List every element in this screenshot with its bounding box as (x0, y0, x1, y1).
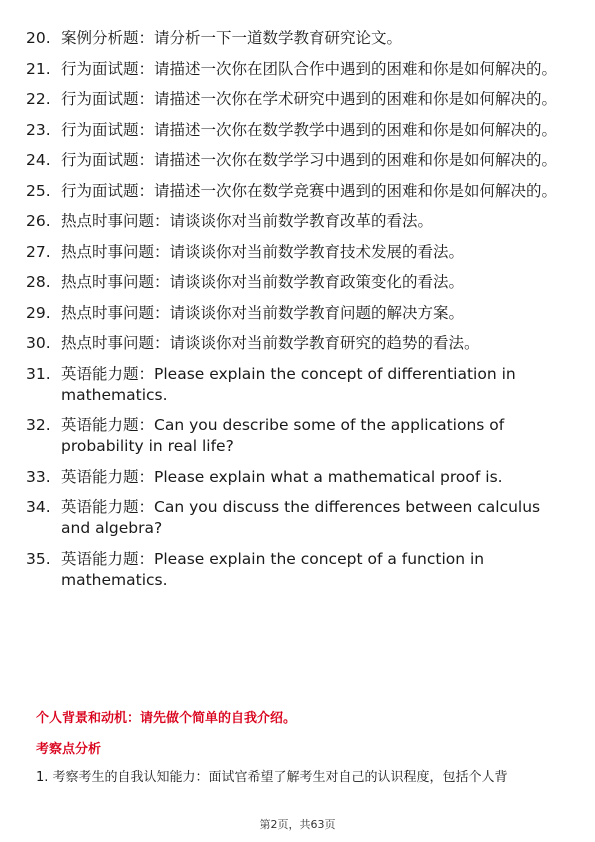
item-text: 行为面试题：请描述一次你在团队合作中遇到的困难和你是如何解决的。 (61, 59, 558, 78)
analysis-paragraph: 1. 考察考生的自我认知能力：面试官希望了解考生对自己的认识程度，包括个人背 (36, 770, 508, 785)
list-item (26, 272, 566, 293)
list-item (26, 181, 566, 202)
item-number: 23. (26, 120, 51, 139)
list-item (26, 28, 566, 49)
item-number: 33. (26, 467, 51, 486)
item-text: 行为面试题：请描述一次你在学术研究中遇到的困难和你是如何解决的。 (61, 90, 558, 108)
item-number: 34. (26, 498, 51, 516)
list-item (26, 242, 566, 263)
item-text: 案例分析题：请分析一下一道数学教育研究论文。 (61, 29, 403, 47)
list-item (26, 211, 566, 232)
item-number: 29. (26, 303, 51, 322)
item-number: 21. (26, 59, 51, 78)
list-item (26, 549, 566, 591)
item-text: 英语能力题：Please explain the concept of a function in mathematics. (61, 549, 485, 589)
item-number: 26. (26, 212, 51, 230)
item-text: 热点时事问题：请谈谈你对当前数学教育研究的趋势的看法。 (61, 334, 480, 352)
list-item (26, 150, 566, 171)
item-text: 行为面试题：请描述一次你在数学学习中遇到的困难和你是如何解决的。 (61, 151, 558, 169)
list-item (26, 89, 566, 110)
list-item (26, 364, 566, 406)
item-text: 英语能力题：Can you describe some of the applications of probability in real life? (61, 416, 505, 455)
list-item (26, 415, 566, 457)
item-text: 英语能力题：Can you discuss the differences between calculus and algebra? (61, 498, 541, 537)
list-item (26, 467, 566, 488)
item-text: 热点时事问题：请谈谈你对当前数学教育改革的看法。 (61, 212, 434, 230)
list-item (26, 497, 566, 539)
analysis-heading: 考察点分析 (36, 742, 102, 757)
list-item (26, 333, 566, 354)
item-text: 行为面试题：请描述一次你在数学教学中遇到的困难和你是如何解决的。 (61, 120, 558, 139)
item-number: 22. (26, 90, 51, 108)
section-heading: 个人背景和动机：请先做个简单的自我介绍。 (36, 711, 297, 726)
list-item (26, 303, 566, 324)
item-number: 27. (26, 242, 51, 261)
question-list (26, 28, 566, 600)
item-number: 25. (26, 181, 51, 200)
list-item (26, 120, 566, 141)
item-number: 20. (26, 29, 51, 47)
item-number: 30. (26, 334, 51, 352)
item-text: 热点时事问题：请谈谈你对当前数学教育问题的解决方案。 (61, 303, 465, 322)
page-footer: 第2页，共63页 (259, 818, 336, 831)
item-text: 热点时事问题：请谈谈你对当前数学教育政策变化的看法。 (61, 273, 465, 291)
item-number: 32. (26, 416, 51, 434)
list-item (26, 59, 566, 80)
item-text: 英语能力题：Please explain the concept of differentiation in mathematics. (61, 364, 516, 404)
item-number: 28. (26, 273, 51, 291)
item-text: 英语能力题：Please explain what a mathematical proof is. (61, 467, 503, 486)
item-number: 24. (26, 151, 51, 169)
item-text: 热点时事问题：请谈谈你对当前数学教育技术发展的看法。 (61, 242, 465, 261)
item-text: 行为面试题：请描述一次你在数学竞赛中遇到的困难和你是如何解决的。 (61, 181, 558, 200)
item-number: 31. (26, 364, 51, 383)
item-number: 35. (26, 549, 51, 568)
